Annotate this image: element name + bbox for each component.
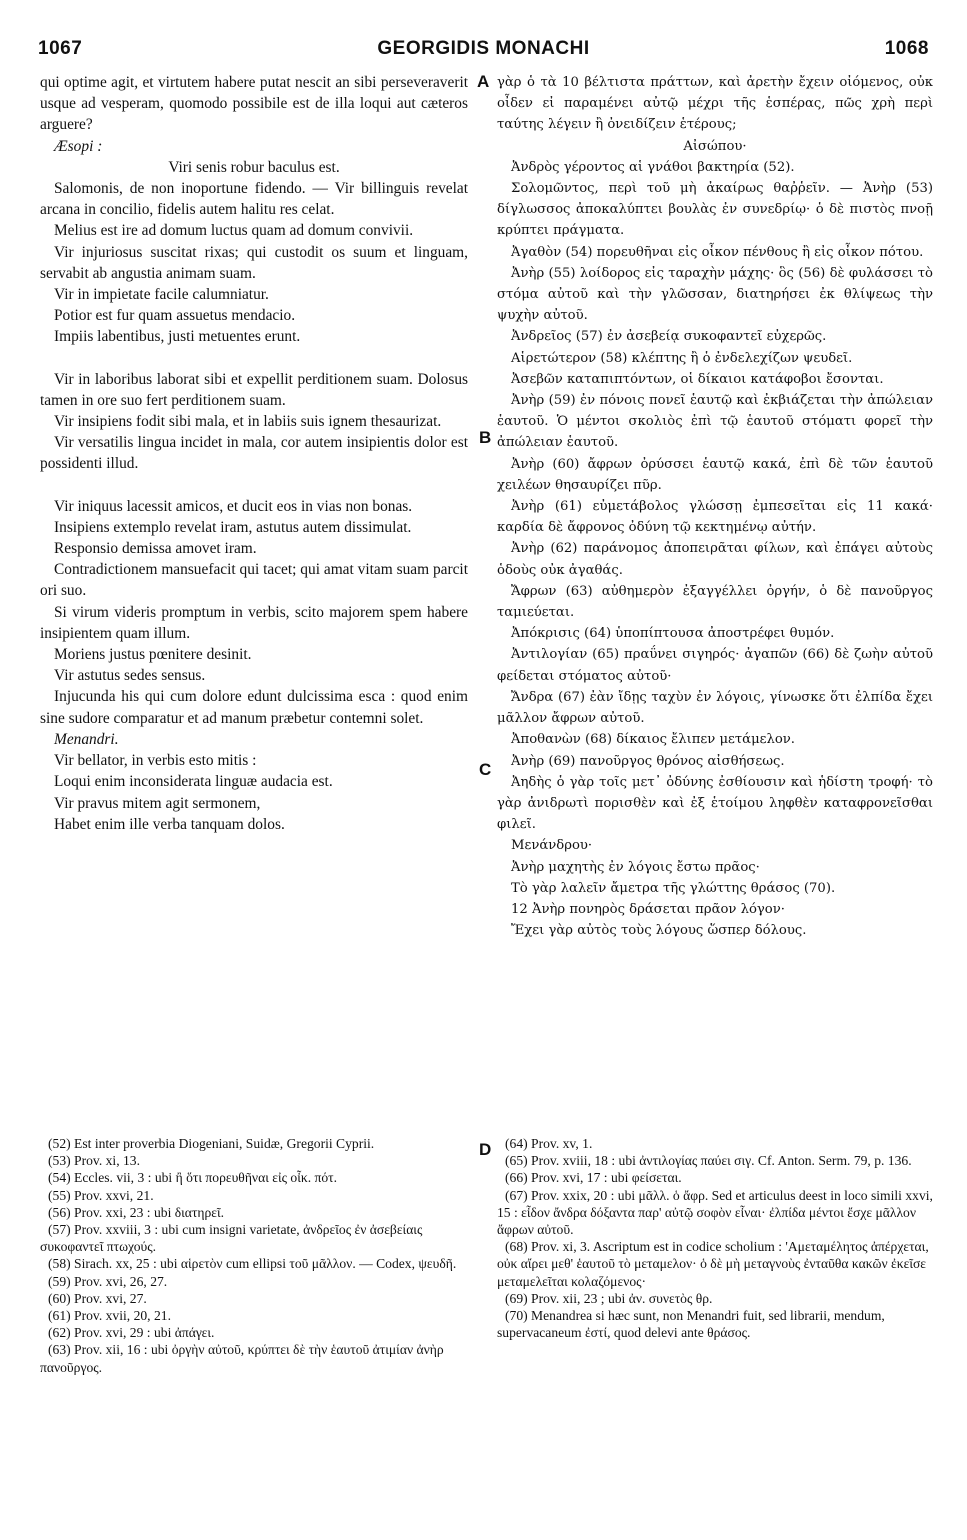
greek-paragraph: Ἀγαθὸν (54) πορευθῆναι εἰς οἶκον πένθους ἢ εἰς οἶκον πότου. <box>511 244 924 260</box>
section-marker-a: A <box>477 72 490 91</box>
greek-paragraph: Σολομῶντος, περὶ τοῦ μὴ ἀκαίρως θαῤῥεῖν. — Ἀνὴρ (53) δίγλωσσος ἀποκαλύπτει βουλὰς ἐν συνεδρίῳ· ὁ δὲ πιστὸς πνοῇ κρύπτει πράγματα. <box>497 181 933 239</box>
latin-paragraph: Impiis labentibus, justi metuentes erunt. <box>54 328 301 346</box>
footnote: (62) Prov. xvi, 29 : ubi ἀπάγει. <box>48 1325 215 1341</box>
latin-paragraph: Vir in laboribus laborat sibi et expellit perditionem suam. Dolosus tamen in ore suo fert perditionem suam. <box>40 370 468 409</box>
footnote: (58) Sirach. xx, 25 : ubi αἱρετὸν cum ellipsi τοῦ μᾶλλον. — Codex, ψευδῆ. <box>48 1256 457 1272</box>
latin-column <box>40 72 468 835</box>
footnote: (67) Prov. xxix, 20 : ubi μᾶλλ. ὁ ἄφρ. Sed et articulus deest in loco simili xxvi, 15 : εἶδον ἄνδρα δόξαντα παρ' αὐτῷ σοφὸν εἶναι· ἐλπίδα μέντοι ἔσχε μᾶλλον ἄφρων αὐτοῦ. <box>497 1187 933 1238</box>
footnote: (63) Prov. xii, 16 : ubi ὀργὴν αὐτοῦ, κρύπτει δὲ τὴν ἑαυτοῦ ἀτιμίαν ἀνὴρ πανοῦργος. <box>40 1342 444 1375</box>
greek-paragraph: Ἄνδρα (67) ἐὰν ἴδῃς ταχὺν ἐν λόγοις, γίνωσκε ὅτι ἐλπίδα ἔχει μᾶλλον ἄφρων αὐτοῦ. <box>497 689 933 727</box>
latin-paragraph: Vir versatilis lingua incidet in mala, cor autem insipientis dolor est possidenti illud. <box>40 434 468 473</box>
footnotes-left <box>40 1135 472 1376</box>
greek-paragraph: Ἀπόκρισις (64) ὑποπίπτουσα ἀποστρέφει θυμόν. <box>511 626 835 642</box>
greek-paragraph: Ἀνὴρ (59) ἐν πόνοις πονεῖ ἑαυτῷ καὶ ἐκβιάζεται τὴν ἀπώλειαν ἑαυτοῦ. Ὁ μέντοι σκολιὸς ἐπὶ τῷ ἑαυτοῦ στόματι φορεῖ τὴν ἀπώλειαν ἑαυτοῦ. <box>497 393 933 451</box>
greek-paragraph: Ἀνδρεῖος (57) ἐν ἀσεβείᾳ συκοφαντεῖ εὐχερῶς. <box>511 329 827 345</box>
greek-paragraph: Ἀνὴρ (55) λοίδορος εἰς ταραχὴν μάχης· ὃς (56) δὲ φυλάσσει τὸ στόμα αὐτοῦ καὶ τὴν γλῶσσαν, διατηρήσει ἐκ θλίψεως τὴν ψυχὴν αὐτοῦ. <box>497 265 933 324</box>
footnote: (66) Prov. xvi, 17 : ubi φείσεται. <box>505 1170 682 1186</box>
footnote: (68) Prov. xi, 3. Ascriptum est in codice scholium : 'Αμεταμέλητος ἀπέρχεται, οὐκ αἴρει μεθ' ἑαυτοῦ τὸ μεταμελον· ὁ δὲ μὴ μεταγνοὺς ἐνταῦθα κακῶν ἐκεῖσε μεταμελεῖται κολαζόμενος· <box>497 1239 929 1289</box>
page-number-left: 1067 <box>38 38 83 59</box>
greek-paragraph: Ἀνὴρ (61) εὐμετάβολος γλώσσῃ ἐμπεσεῖται εἰς 11 κακά· καρδία δὲ ἄφρονος ὀδύνη τῷ κεκτημένῳ αὐτήν. <box>497 499 933 536</box>
latin-paragraph: Vir injuriosus suscitat rixas; qui custodit os suum et linguam, servabit ab angustia animam suam. <box>40 243 468 282</box>
footnote: (70) Menandrea si hæc sunt, non Menandri fuit, sed librarii, mendum, supervacaneum ἐστί, quod delevi ante θράσος. <box>497 1308 885 1341</box>
greek-paragraph: 12 Ἀνὴρ πονηρὸς δράσεται πρᾶον λόγον· <box>511 901 785 917</box>
section-marker-c: C <box>479 760 492 779</box>
footnote: (59) Prov. xvi, 26, 27. <box>48 1273 168 1289</box>
latin-paragraph: Viri senis robur baculus est. <box>168 158 340 176</box>
latin-paragraph: Salomonis, de non inoportune fidendo. — Vir billinguis revelat arcana in concilio, fidelis autem halitu res celat. <box>40 180 468 219</box>
footnote: (57) Prov. xxviii, 3 : ubi cum insigni varietate, ἀνδρεῖος ἐν ἀσεβείαις συκοφαντεῖ πτωχούς. <box>40 1222 423 1255</box>
greek-paragraph: Ἀνὴρ (60) ἄφρων ὀρύσσει ἑαυτῷ κακά, ἐπὶ δὲ τῶν ἑαυτοῦ χειλέων θησαυρίζει πῦρ. <box>497 456 933 493</box>
latin-paragraph: Vir bellator, in verbis esto mitis : <box>54 752 257 770</box>
page-number-right: 1068 <box>884 38 929 59</box>
footnote: (64) Prov. xv, 1. <box>505 1136 593 1151</box>
footnotes-right <box>497 1135 933 1341</box>
latin-paragraph: Æsopi : <box>54 137 103 155</box>
latin-paragraph: Injucunda his qui cum dolore edunt dulcissima esca : quod enim sine sudore comparatur et ad manum præbetur contemni solet. <box>40 688 468 727</box>
latin-paragraph: Melius est ire ad domum luctus quam ad domum convivii. <box>54 222 414 240</box>
greek-paragraph: Ἀνὴρ μαχητὴς ἐν λόγοις ἔστω πρᾶος· <box>511 859 760 875</box>
latin-paragraph: Insipiens extemplo revelat iram, astutus autem dissimulat. <box>54 518 412 536</box>
section-marker-d: D <box>479 1140 492 1159</box>
footnote: (60) Prov. xvi, 27. <box>48 1290 147 1306</box>
latin-paragraph: Responsio demissa amovet iram. <box>54 540 257 558</box>
latin-paragraph: Vir insipiens fodit sibi mala, et in labiis suis ignem thesaurizat. <box>54 413 442 431</box>
footnote: (61) Prov. xvii, 20, 21. <box>48 1308 171 1324</box>
latin-paragraph: Moriens justus pœnitere desinit. <box>54 646 252 664</box>
latin-paragraph: Loqui enim inconsiderata linguæ audacia est. <box>54 773 333 791</box>
latin-paragraph: Vir astutus sedes sensus. <box>54 667 206 685</box>
greek-paragraph: Αἱρετώτερον (58) κλέπτης ἢ ὁ ἐνδελεχίζων ψευδεῖ. <box>511 350 853 366</box>
footnote: (52) Est inter proverbia Diogeniani, Suidæ, Gregorii Cyprii. <box>48 1136 375 1151</box>
section-marker-b: B <box>479 428 492 447</box>
latin-paragraph: Vir iniquus lacessit amicos, et ducit eos in vias non bonas. <box>54 497 413 515</box>
greek-paragraph: γὰρ ὁ τὰ 10 βέλτιστα πράττων, καὶ ἀρετὴν ἔχειν οἰόμενος, οὐκ οἶδεν εἰ παραμένει αὐτῷ μέχρι τῆς ἑσπέρας, πῶς χρὴ περὶ ταύτης λέγειν ἢ ὀνειδίζειν ἑτέρους; <box>497 75 933 133</box>
latin-paragraph: Menandri. <box>54 730 119 748</box>
greek-paragraph: Μενάνδρου· <box>511 838 593 854</box>
greek-paragraph: Τὸ γὰρ λαλεῖν ἄμετρα τῆς γλώττης θράσος (70). <box>511 880 836 896</box>
running-header <box>38 38 929 66</box>
greek-paragraph: Ἀντιλογίαν (65) πραΰνει σιγηρός· ἀγαπῶν (66) δὲ ζωὴν αὐτοῦ φείδεται στόματος αὐτοῦ· <box>497 647 933 684</box>
greek-paragraph: Ἔχει γὰρ αὐτὸς τοὺς λόγους ὥσπερ δόλους. <box>511 923 807 939</box>
footnote: (56) Prov. xxi, 23 : ubi διατηρεῖ. <box>48 1204 225 1220</box>
footnote: (55) Prov. xxvi, 21. <box>48 1187 154 1203</box>
greek-paragraph: Ἀνὴρ (62) παράνομος ἀποπειρᾶται φίλων, καὶ ἐπάγει αὐτοὺς ὁδοὺς οὐκ ἀγαθάς. <box>497 541 933 578</box>
latin-paragraph: qui optime agit, et virtutem habere putat nescit an sibi perseveraverit usque ad vesperam, quomodo possibile est de illa loqui aut cæteros arguere? <box>40 74 468 134</box>
greek-paragraph: Ἀηδὴς ὁ γὰρ τοῖς μετ᾽ ὀδύνης ἐσθίουσιν καὶ ἡδίστη τροφή· τὸ γὰρ ἀνιδρωτὶ πορισθὲν καὶ ἐξ ἑτοίμου ληφθὲν καταφρονεῖσθαι φιλεῖ. <box>497 774 933 833</box>
latin-paragraph: Si virum videris promptum in verbis, scito majorem spem habere insipientem quam illum. <box>40 603 468 642</box>
running-title: GEORGIDIS MONACHI <box>377 38 590 59</box>
latin-paragraph: Habet enim ille verba tanquam dolos. <box>54 815 285 833</box>
footnote: (54) Eccles. vii, 3 : ubi ἢ ὅτι πορευθῆναι εἰς οἶκ. πότ. <box>48 1170 338 1186</box>
latin-paragraph: Vir in impietate facile calumniatur. <box>54 286 269 304</box>
greek-paragraph: Ἄφρων (63) αὐθημερὸν ἐξαγγέλλει ὀργήν, ὁ δὲ πανοῦργος ταμιεύεται. <box>497 583 933 621</box>
latin-paragraph: Contradictionem mansuefacit qui tacet; qui amat vitam suam parcit ori suo. <box>40 561 468 600</box>
greek-paragraph: Ἀνὴρ (69) πανοῦργος θρόνος αἰσθήσεως. <box>511 753 785 769</box>
latin-paragraph: Potior est fur quam assuetus mendacio. <box>54 307 296 325</box>
footnote: (65) Prov. xviii, 18 : ubi ἀντιλογίας παύει σιγ. Cf. Anton. Serm. 79, p. 136. <box>505 1153 912 1169</box>
greek-paragraph: Ἀποθανὼν (68) δίκαιος ἔλιπεν μετάμελον. <box>511 732 795 748</box>
greek-paragraph: Ἀσεβῶν καταπιπτόντων, οἱ δίκαιοι κατάφοβοι ἔσονται. <box>511 371 884 387</box>
footnote: (53) Prov. xi, 13. <box>48 1153 141 1169</box>
latin-paragraph: Vir pravus mitem agit sermonem, <box>54 794 261 812</box>
greek-paragraph: Ἀνδρὸς γέροντος αἱ γνάθοι βακτηρία (52). <box>511 159 795 175</box>
greek-paragraph: Αἰσώπου· <box>683 138 747 154</box>
footnote: (69) Prov. xii, 23 ; ubi ἀν. συνετὸς θρ. <box>505 1290 713 1306</box>
greek-column <box>497 72 933 941</box>
